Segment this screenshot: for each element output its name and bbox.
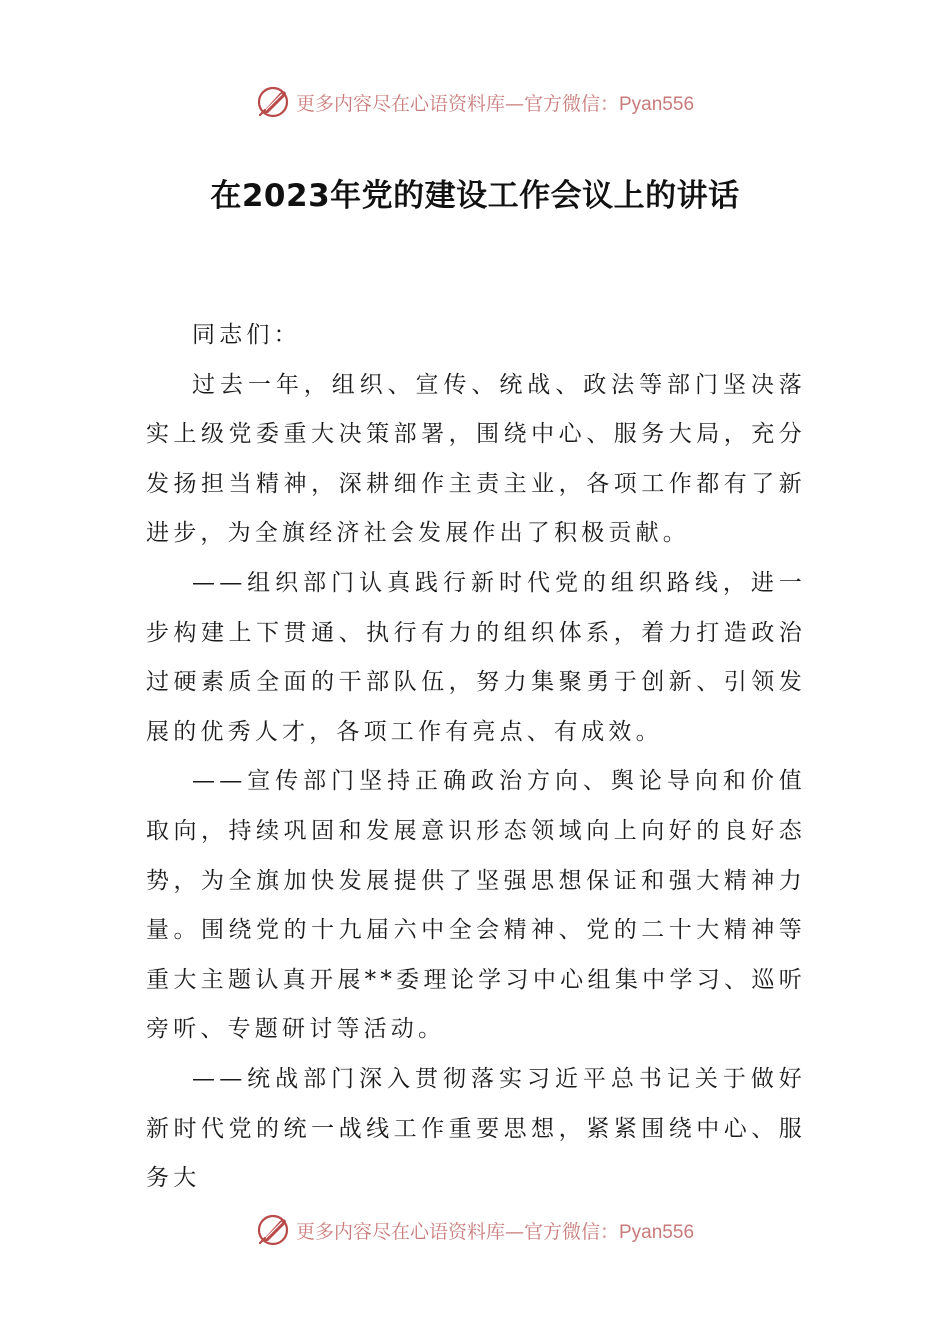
paragraph-united-front: ——统战部门深入贯彻落实习近平总书记关于做好新时代党的统一战线工作重要思想，紧紧围绕中心、服务大: [146, 1065, 806, 1192]
paragraph-publicity: ——宣传部门坚持正确政治方向、舆论导向和价值取向，持续巩固和发展意识形态领域向上向好的良好态势，为全旗加快发展提供了坚强思想保证和强大精神力量。围绕党的十九届六中全会精神、党的二十大精神等重大主题认真开展**委理论学习中心组集中学习、巡听旁听、专题研讨等活动。: [146, 768, 806, 1043]
paragraph-organization: ——组织部门认真践行新时代党的组织路线，进一步构建上下贯通、执行有力的组织体系，着力打造政治过硬素质全面的干部队伍，努力集聚勇于创新、引领发展的优秀人才，各项工作有亮点、有成效。: [146, 569, 806, 745]
watermark-text: 更多内容尽在心语资料库—官方微信：: [295, 1220, 619, 1243]
quill-logo-icon: [256, 85, 290, 119]
paragraph-intro: 过去一年，组织、宣传、统战、政法等部门坚决落实上级党委重大决策部署，围绕中心、服务大局，充分发扬担当精神，深耕细作主责主业，各项工作都有了新进步，为全旗经济社会发展作出了积极贡献。: [146, 371, 806, 547]
paragraph-salutation: 同志们：: [192, 322, 301, 348]
document-body: [146, 311, 806, 1204]
watermark-header: [0, 84, 950, 120]
watermark-text: 更多内容尽在心语资料库—官方微信：: [295, 92, 619, 115]
watermark-account: Pyan556: [619, 1221, 695, 1243]
watermark-account: Pyan556: [619, 93, 695, 115]
watermark-footer: [0, 1212, 950, 1248]
quill-logo-icon: [256, 1213, 290, 1247]
document-title: 在2023年党的建设工作会议上的讲话: [210, 178, 740, 214]
